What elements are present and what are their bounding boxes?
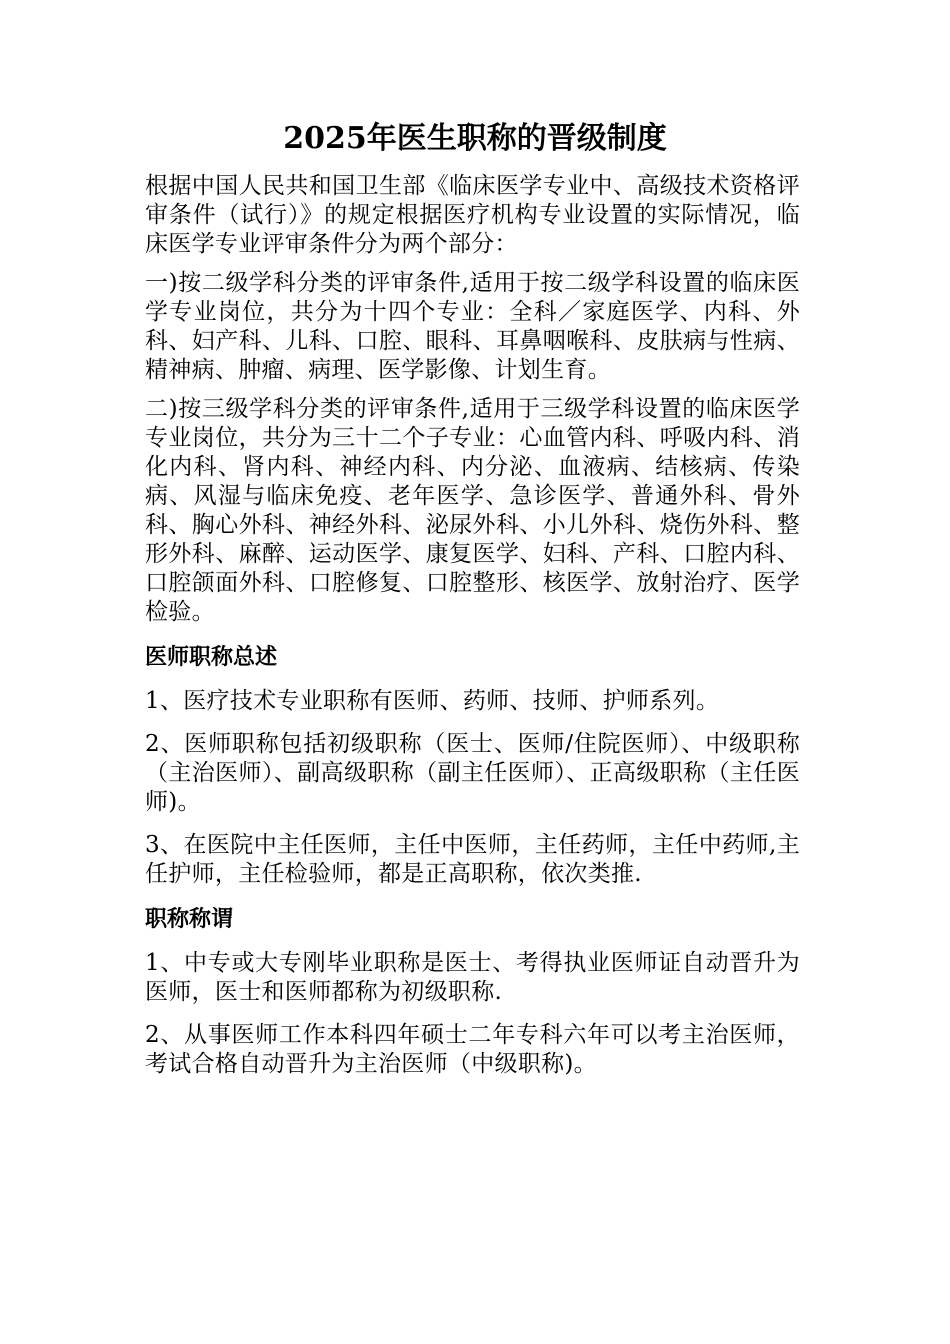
titles-item-2: 2、从事医师工作本科四年硕士二年专科六年可以考主治医师，考试合格自动晋升为主治医师（中级职称)。 xyxy=(145,1022,800,1077)
overview-item-3: 3、在医院中主任医师，主任中医师，主任药师，主任中药师,主任护师，主任检验师，都是正高职称，依次类推. xyxy=(145,832,800,887)
overview-item-1: 1、医疗技术专业职称有医师、药师、技师、护师系列。 xyxy=(145,688,720,714)
tertiary-discipline-paragraph: 二)按三级学科分类的评审条件,适用于三级学科设置的临床医学专业岗位，共分为三十二个子专业：心血管内科、呼吸内科、消化内科、肾内科、神经内科、内分泌、血液病、结核病、传染病、风湿与临床免疫、老年医学、急诊医学、普通外科、骨外科、胸心外科、神经外科、泌尿外科、小儿外科、烧伤外科、整形外科、麻醉、运动医学、康复医学、妇科、产科、口腔内科、口腔颌面外科、口腔修复、口腔整形、核医学、放射治疗、医学检验。 xyxy=(145,396,800,625)
document-title: 2025年医生职称的晋级制度 xyxy=(283,121,667,156)
intro-paragraph: 根据中国人民共和国卫生部《临床医学专业中、高级技术资格评审条件（试行）》的规定根据医疗机构专业设置的实际情况，临床医学专业评审条件分为两个部分： xyxy=(145,173,800,257)
titles-item-1: 1、中专或大专刚毕业职称是医士、考得执业医师证自动晋升为医师，医士和医师都称为初级职称. xyxy=(145,950,800,1005)
secondary-discipline-paragraph: 一)按二级学科分类的评审条件,适用于按二级学科设置的临床医学专业岗位，共分为十四个专业：全科／家庭医学、内科、外科、妇产科、儿科、口腔、眼科、耳鼻咽喉科、皮肤病与性病、精神病、肿瘤、病理、医学影像、计划生育。 xyxy=(145,270,800,383)
section-heading-overview: 医师职称总述 xyxy=(145,645,278,670)
overview-item-2: 2、医师职称包括初级职称（医士、医师/住院医师）、中级职称（主治医师）、副高级职称（副主任医师）、正高级职称（主任医师)。 xyxy=(145,731,800,815)
document-body xyxy=(145,172,800,1093)
section-heading-titles: 职称称谓 xyxy=(145,907,234,932)
